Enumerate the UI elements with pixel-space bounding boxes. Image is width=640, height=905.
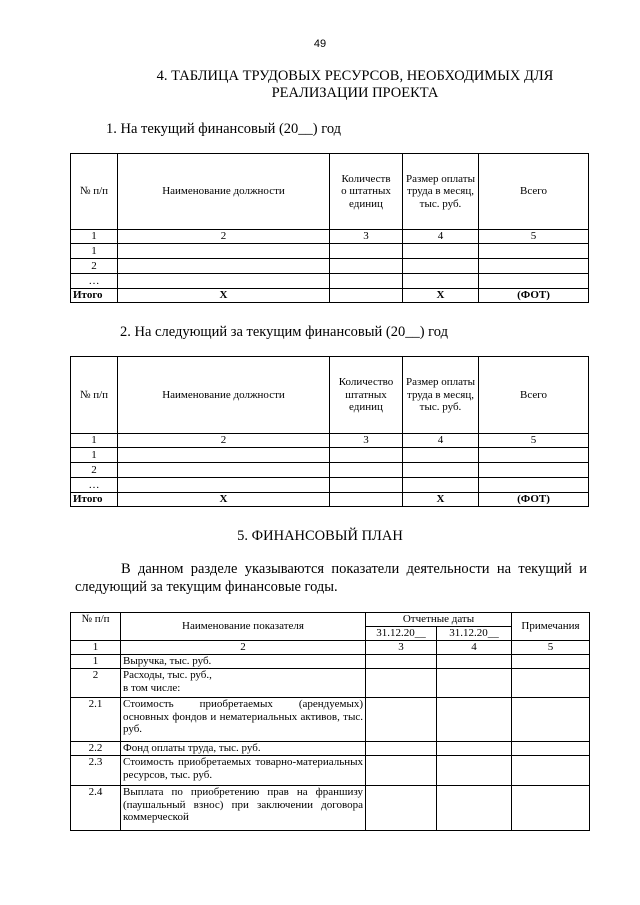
row-name: Стоимость приобретаемых товарно-материальных ресурсов, тыс. руб. <box>121 756 366 786</box>
header-indicator: Наименование показателя <box>121 613 366 641</box>
header-position: Наименование должности <box>118 357 330 434</box>
row-num: 2 <box>71 463 118 478</box>
col-number: 5 <box>479 230 589 244</box>
col-number: 1 <box>71 230 118 244</box>
table-row <box>71 478 589 493</box>
section-4-title-line2: РЕАЛИЗАЦИИ ПРОЕКТА <box>271 85 439 101</box>
col-number: 4 <box>437 641 512 655</box>
header-num: № п/п <box>71 613 121 641</box>
total-c4: Х <box>403 493 479 507</box>
header-position: Наименование должности <box>118 154 330 230</box>
row-num: … <box>71 274 118 289</box>
total-row <box>71 289 589 303</box>
row-num: 1 <box>71 448 118 463</box>
table-row <box>71 669 590 698</box>
financial-plan-table <box>70 612 590 831</box>
header-date2: 31.12.20__ <box>437 627 512 641</box>
col-number: 4 <box>403 434 479 448</box>
table-row <box>71 448 589 463</box>
total-c2: Х <box>118 493 330 507</box>
section-5-paragraph: В данном разделе указываются показатели деятельности на текущий и следующий за текущим финансовые годы. <box>75 561 587 595</box>
header-pay: Размер оплаты труда в месяц, тыс. руб. <box>403 357 479 434</box>
total-c2: Х <box>118 289 330 303</box>
header-num: № п/п <box>71 154 118 230</box>
table1-caption: 1. На текущий финансовый (20__) год <box>106 121 342 137</box>
section-4-title-line1: 4. ТАБЛИЦА ТРУДОВЫХ РЕСУРСОВ, НЕОБХОДИМЫХ ДЛЯ <box>156 68 554 84</box>
total-label: Итого <box>71 493 118 507</box>
header-report-dates: Отчетные даты <box>366 613 512 627</box>
header-pay: Размер оплаты труда в месяц, тыс. руб. <box>403 154 479 230</box>
col-number: 3 <box>366 641 437 655</box>
table-row <box>71 786 590 831</box>
header-total: Всего <box>479 357 589 434</box>
col-number: 5 <box>512 641 590 655</box>
total-c4: Х <box>403 289 479 303</box>
total-row <box>71 493 589 507</box>
table2-caption: 2. На следующий за текущим финансовый (20__) год <box>120 324 448 340</box>
row-name: Выручка, тыс. руб. <box>121 655 366 669</box>
row-num: 1 <box>71 244 118 259</box>
row-num: … <box>71 478 118 493</box>
col-number: 2 <box>118 434 330 448</box>
row-name: Фонд оплаты труда, тыс. руб. <box>121 742 366 756</box>
header-date1: 31.12.20__ <box>366 627 437 641</box>
row-num: 2.3 <box>71 756 121 786</box>
row-num: 1 <box>71 655 121 669</box>
col-number: 3 <box>330 230 403 244</box>
col-number: 3 <box>330 434 403 448</box>
row-num: 2 <box>71 259 118 274</box>
col-number: 4 <box>403 230 479 244</box>
col-number: 1 <box>71 434 118 448</box>
col-number: 1 <box>71 641 121 655</box>
labor-table-current-year <box>70 153 589 303</box>
table-row <box>71 259 589 274</box>
header-count-line2: о штатных единиц <box>341 185 391 210</box>
col-number: 5 <box>479 434 589 448</box>
table-row <box>71 244 589 259</box>
header-count: Количество штатных единиц <box>330 357 403 434</box>
row-name-line1: Расходы, тыс. руб., <box>123 669 212 681</box>
header-total: Всего <box>479 154 589 230</box>
row-num: 2.2 <box>71 742 121 756</box>
section-5-title: 5. ФИНАНСОВЫЙ ПЛАН <box>237 528 403 544</box>
table-row <box>71 463 589 478</box>
section-4-title <box>60 68 640 102</box>
header-notes: Примечания <box>512 613 590 641</box>
total-c5: (ФОТ) <box>479 493 589 507</box>
row-name-line2: в том числе: <box>123 681 181 694</box>
header-num: № п/п <box>71 357 118 434</box>
row-name: Стоимость приобретаемых (арендуемых) основных фондов и нематериальных активов, тыс. руб. <box>121 698 366 742</box>
table-row <box>71 698 590 742</box>
header-count <box>330 154 403 230</box>
row-num: 2.1 <box>71 698 121 742</box>
col-number: 2 <box>121 641 366 655</box>
table-row <box>71 742 590 756</box>
table-row <box>71 655 590 669</box>
row-num: 2.4 <box>71 786 121 831</box>
row-name: Выплата по приобретению прав на франшизу (паушальный взнос) при заключении договора коммерческой <box>121 786 366 831</box>
table-row <box>71 274 589 289</box>
header-count-line1: Количеств <box>341 172 391 185</box>
labor-table-next-year <box>70 356 589 507</box>
row-num: 2 <box>71 669 121 698</box>
row-name <box>121 669 366 698</box>
page-number: 49 <box>313 38 327 50</box>
total-label: Итого <box>71 289 118 303</box>
total-c5: (ФОТ) <box>479 289 589 303</box>
table-row <box>71 756 590 786</box>
col-number: 2 <box>118 230 330 244</box>
